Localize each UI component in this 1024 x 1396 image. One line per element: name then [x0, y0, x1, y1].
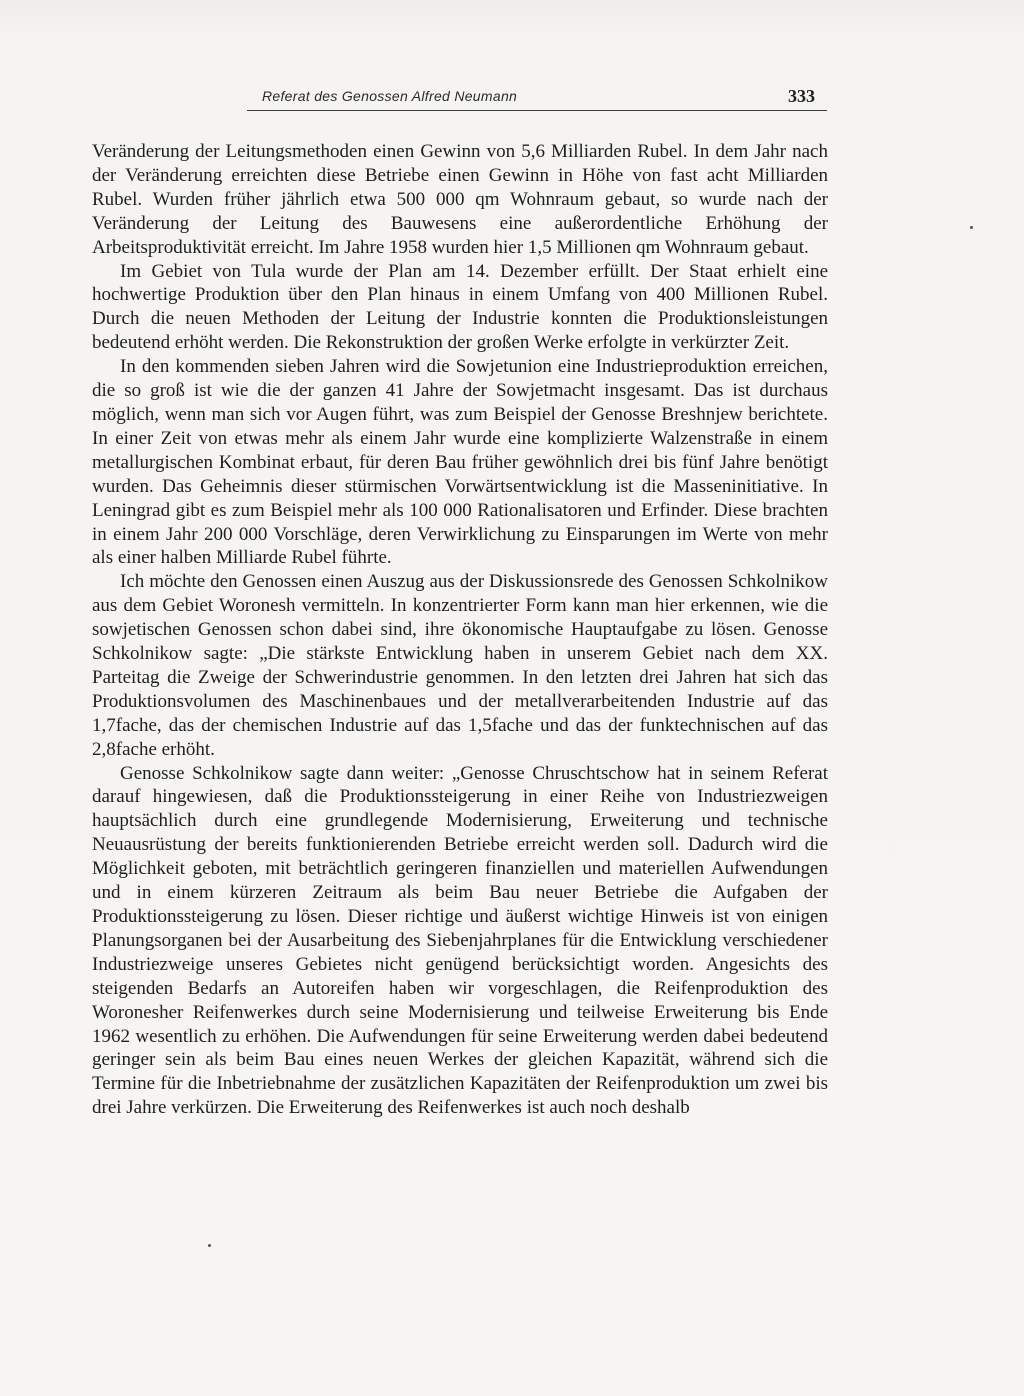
paragraph-4: Ich möchte den Genossen einen Auszug aus der Diskussionsrede des Genossen Schkolnikow aus dem Gebiet Woronesh vermitteln. In konzentrierter Form kann man hier erkennen, wie die sowjetischen Genossen schon dabei sind, ihre ökonomische Hauptaufgabe zu lösen. Genosse Schkolnikow sagte: „Die stärkste Entwicklung haben in unserem Gebiet nach dem XX. Parteitag die Zweige der Schwerindustrie genommen. In den letzten drei Jahren hat sich das Produktionsvolumen des Maschinenbaues und der metallverarbeitenden Industrie auf das 1,7fache, das der chemischen Industrie auf das 1,5fache und das der funktechnischen auf das 2,8fache erhöht.	[92, 571, 828, 760]
running-header: Referat des Genossen Alfred Neumann	[262, 88, 518, 104]
page-number: 333	[788, 86, 815, 106]
ink-speck	[970, 226, 973, 229]
paragraph-5: Genosse Schkolnikow sagte dann weiter: „Genosse Chruschtschow hat in seinem Referat darauf hingewiesen, daß die Produktionssteigerung in einer Reihe von Industriezweigen hauptsächlich durch eine grundlegende Modernisierung, Erweiterung und technische Neuausrüstung der bereits funktionierenden Betriebe erreicht werden soll. Dadurch wird die Möglichkeit geboten, mit beträchtlich geringeren finanziellen und materiellen Aufwendungen und in einem kürzeren Zeitraum als beim Bau neuer Betriebe die Aufgaben der Produktionssteigerung zu lösen. Dieser richtige und äußerst wichtige Hinweis ist von einigen Planungsorganen bei der Ausarbeitung des Siebenjahrplanes für die Entwicklung verschiedener Industriezweige unseres Gebietes nicht genügend berücksichtigt worden. Angesichts des steigenden Bedarfs an Autoreifen haben wir vorgeschlagen, die Reifenproduktion des Woronesher Reifenwerkes durch seine Modernisierung und teilweise Erweiterung bis Ende 1962 wesentlich zu erhöhen. Die Aufwendungen für seine Erweiterung werden dabei bedeutend geringer sein als beim Bau eines neuen Werkes der gleichen Kapazität, während sich die Termine für die Inbetriebnahme der zusätzlichen Kapazitäten der Reifenproduktion um zwei bis drei Jahre verkürzen. Die Erweiterung des Reifenwerkes ist auch noch deshalb	[92, 762, 828, 1119]
paragraph-3: In den kommenden sieben Jahren wird die Sowjetunion eine Industrieproduktion erreichen, die so groß ist wie die der ganzen 41 Jahre der Sowjetmacht insgesamt. Das ist durchaus möglich, wenn man sich vor Augen führt, was zum Beispiel der Genosse Breshnjew berichtete. In einer Zeit von etwas mehr als einem Jahr wurde eine komplizierte Walzenstraße in einem metallurgischen Kombinat erbaut, für deren Bau früher gewöhnlich drei bis fünf Jahre benötigt wurden. Das Geheimnis dieser stürmischen Vorwärtsentwicklung ist die Masseninitiative. In Leningrad gibt es zum Beispiel mehr als 100 000 Rationalisatoren und Erfinder. Diese brachten in einem Jahr 200 000 Vorschläge, deren Verwirklichung zu Einsparungen im Werte von mehr als einer halben Milliarde Rubel führte.	[92, 356, 828, 569]
header-rule	[247, 110, 827, 111]
paragraph-2: Im Gebiet von Tula wurde der Plan am 14. Dezember erfüllt. Der Staat erhielt eine hochwertige Produktion über den Plan hinaus in einem Umfang von 400 Millionen Rubel. Durch die neuen Methoden der Leitung der Industrie konnten die Produktionsleistungen bedeutend erhöht werden. Die Rekonstruktion der großen Werke erfolgte in verkürzter Zeit.	[92, 260, 828, 354]
body-text	[92, 140, 828, 1120]
ink-speck	[208, 1244, 211, 1247]
paragraph-1: Veränderung der Leitungsmethoden einen Gewinn von 5,6 Milliarden Rubel. In dem Jahr nach der Veränderung erreichten diese Betriebe einen Gewinn in Höhe von fast acht Milliarden Rubel. Wurden früher jährlich etwa 500 000 qm Wohnraum gebaut, so wurde nach der Veränderung der Leitung des Bauwesens eine außerordentliche Erhöhung der Arbeitsproduktivität erreicht. Im Jahre 1958 wurden hier 1,5 Millionen qm Wohnraum gebaut.	[92, 141, 828, 258]
